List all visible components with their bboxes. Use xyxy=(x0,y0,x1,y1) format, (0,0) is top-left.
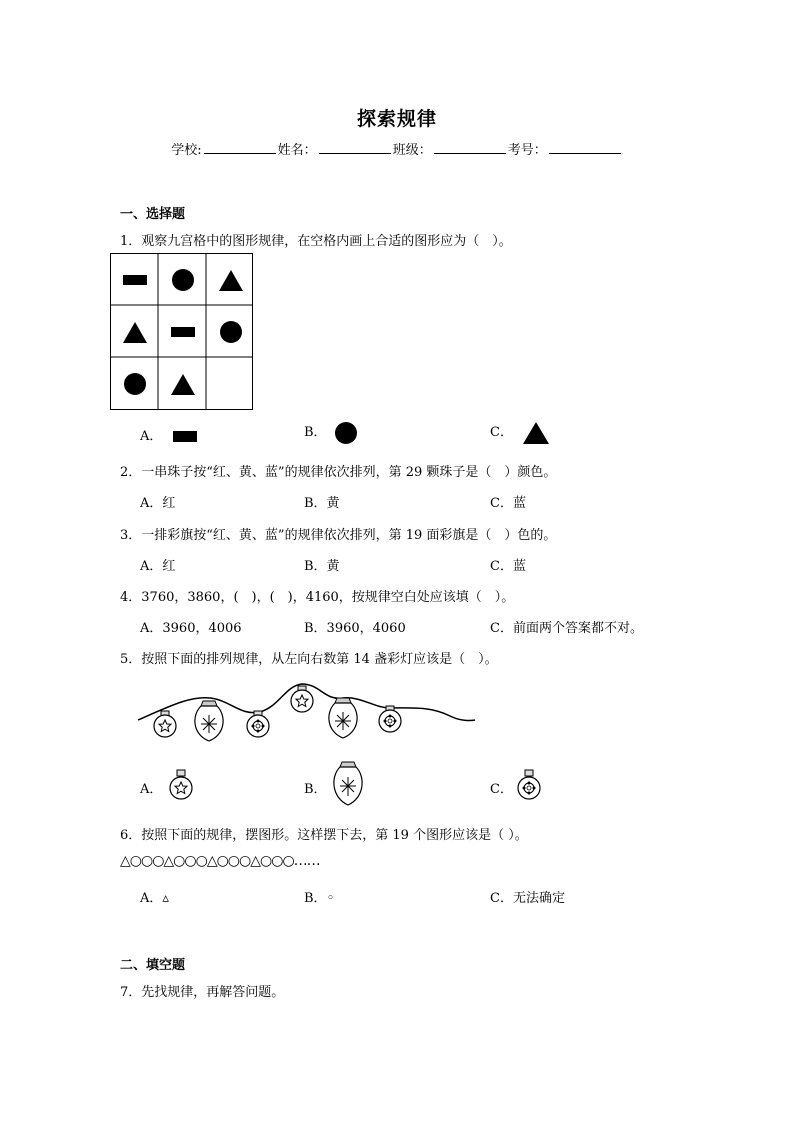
q3-option-b[interactable]: B．黄 xyxy=(304,559,340,574)
q6-option-a[interactable]: A．▵ xyxy=(140,891,169,906)
triangle-icon xyxy=(123,322,147,343)
circle-icon xyxy=(172,269,194,291)
class-label: 班级： xyxy=(392,143,432,158)
question-4-text: 4．3760，3860，( )，( )，4160，按规律空白处应该填（ ）。 xyxy=(120,590,515,605)
q5-option-a-label: A． xyxy=(140,782,163,797)
class-blank[interactable] xyxy=(434,141,506,154)
star-lamp-icon xyxy=(291,686,313,712)
triangle-icon xyxy=(219,270,243,291)
q1-option-b-label: B． xyxy=(304,425,327,440)
flower-lamp-icon xyxy=(247,711,269,737)
q5-option-b-label: B． xyxy=(304,782,327,797)
section-heading-fill: 二、填空题 xyxy=(120,958,186,973)
rectangle-icon xyxy=(171,327,195,337)
grid-cell-circle xyxy=(159,254,206,306)
flower-lamp-icon xyxy=(379,706,401,732)
q1-option-a[interactable] xyxy=(140,425,197,444)
lamp-string-illustration xyxy=(130,676,480,746)
page-title: 探索规律 xyxy=(356,108,437,130)
circle-icon xyxy=(220,321,242,343)
question-5-text: 5．按照下面的排列规律，从左向右数第 14 盏彩灯应该是（ ）。 xyxy=(120,652,498,667)
q1-option-b[interactable] xyxy=(304,421,357,444)
q5-option-c-flower-lamp-icon[interactable] xyxy=(513,767,545,807)
grid-cell-triangle xyxy=(111,306,158,358)
grid-cell-empty[interactable] xyxy=(207,358,254,410)
star-lamp-icon xyxy=(154,711,176,737)
section-heading-choice: 一、选择题 xyxy=(120,207,186,222)
snowflake-lamp-icon xyxy=(329,698,357,738)
question-7-text: 7．先找规律，再解答问题。 xyxy=(120,985,285,1000)
circle-icon xyxy=(124,373,146,395)
q2-option-a[interactable]: A．红 xyxy=(140,496,176,511)
triangle-icon xyxy=(171,374,195,395)
nine-grid xyxy=(110,253,253,410)
exam-no-label: 考号： xyxy=(507,143,547,158)
grid-cell-rect xyxy=(111,254,158,306)
q6-option-b[interactable]: B．◦ xyxy=(304,891,335,906)
grid-cell-rect xyxy=(159,306,206,358)
q4-option-a[interactable]: A．3960，4006 xyxy=(140,621,242,636)
grid-cell-triangle xyxy=(159,358,206,410)
q1-option-a-label: A． xyxy=(140,429,163,444)
q1-option-c[interactable] xyxy=(490,421,549,444)
snowflake-lamp-icon xyxy=(195,701,223,741)
name-blank[interactable] xyxy=(319,141,391,154)
q5-option-a-star-lamp-icon[interactable] xyxy=(165,767,197,807)
q2-option-b[interactable]: B．黄 xyxy=(304,496,340,511)
exam-no-blank[interactable] xyxy=(549,141,621,154)
question-2-text: 2．一串珠子按“红、黄、蓝”的规律依次排列，第 29 颗珠子是（ ）颜色。 xyxy=(120,465,557,480)
shape-sequence: △○○○△○○○△○○○△○○○…… xyxy=(120,853,320,869)
question-3-text: 3．一排彩旗按“红、黄、蓝”的规律依次排列，第 19 面彩旗是（ ）色的。 xyxy=(120,528,557,543)
q1-option-c-label: C． xyxy=(490,425,513,440)
rectangle-icon xyxy=(123,275,147,285)
name-label: 姓名： xyxy=(277,143,317,158)
q4-option-c[interactable]: C．前面两个答案都不对。 xyxy=(490,621,643,636)
question-1-text: 1．观察九宫格中的图形规律，在空格内画上合适的图形应为（ ）。 xyxy=(120,234,512,249)
grid-cell-circle xyxy=(207,306,254,358)
rectangle-icon xyxy=(173,431,197,442)
q5-option-c-label: C． xyxy=(490,782,513,797)
q3-option-a[interactable]: A．红 xyxy=(140,559,176,574)
question-6-text: 6．按照下面的规律，摆图形。这样摆下去，第 19 个图形应该是（ ）。 xyxy=(120,828,528,843)
q2-option-c[interactable]: C．蓝 xyxy=(490,496,526,511)
school-label: 学校: xyxy=(171,143,202,158)
school-blank[interactable] xyxy=(204,141,276,154)
circle-icon xyxy=(335,422,357,444)
q3-option-c[interactable]: C．蓝 xyxy=(490,559,526,574)
grid-cell-circle xyxy=(111,358,158,410)
triangle-icon xyxy=(523,422,549,444)
q6-option-c[interactable]: C．无法确定 xyxy=(490,891,565,906)
student-info-line xyxy=(0,139,794,158)
q5-option-b-snowflake-lamp-icon[interactable] xyxy=(328,760,368,810)
q4-option-b[interactable]: B．3960，4060 xyxy=(304,621,406,636)
grid-cell-triangle xyxy=(207,254,254,306)
